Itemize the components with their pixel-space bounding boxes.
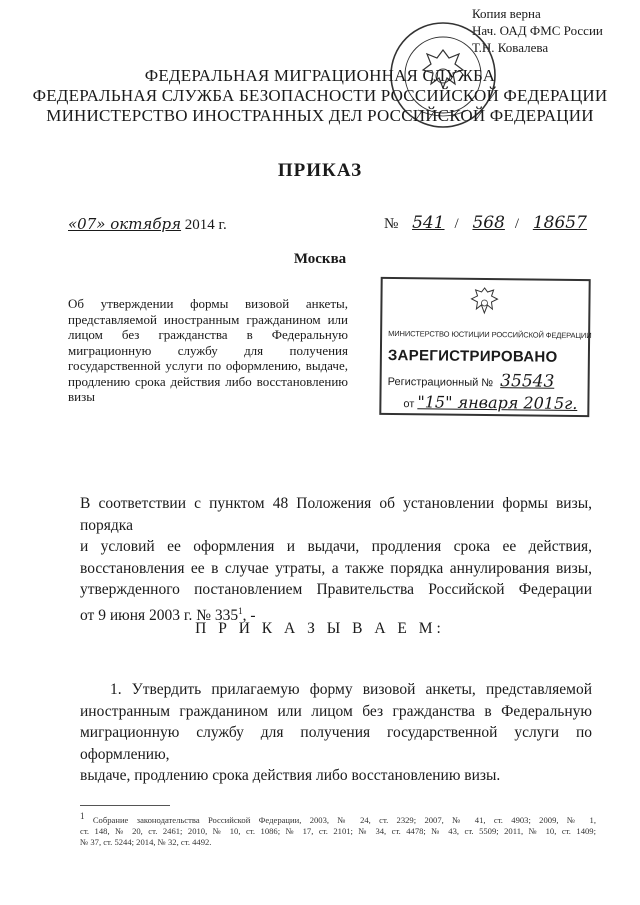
- order-number-part: 18657: [532, 213, 587, 233]
- decree-word: П Р И К А З Ы В А Е М:: [195, 620, 445, 637]
- preamble-paragraph: [80, 493, 592, 626]
- org-name-fsb: ФЕДЕРАЛЬНАЯ СЛУЖБА БЕЗОПАСНОСТИ РОССИЙСКОЙ ФЕДЕРАЦИИ: [32, 86, 608, 105]
- stamp-number-row: [388, 370, 584, 392]
- stamp-number-label: Регистрационный №: [387, 375, 494, 390]
- order-number: № 541 / 568 / 18657: [384, 213, 587, 233]
- footnote-line-text: Собрание законодательства Российской Федерации, 2003, № 24, ст. 2329; 2007, № 41, ст. 4903; 2009, № 1,: [84, 814, 596, 825]
- order-number-part: 541: [412, 213, 445, 233]
- order-number-part: 568: [472, 213, 505, 233]
- copy-certification-line: Т.Н. Ковалева: [472, 40, 549, 55]
- order-subject: Об утверждении формы визовой анкеты, представляемой иностранным гражданином или лицом без гражданства в Федеральную миграционную службу для получения государственной услуги по оформлению, выдаче, продлению срока действия либо восстановлению визы: [68, 296, 348, 404]
- stamp-status: ЗАРЕГИСТРИРОВАНО: [387, 346, 558, 366]
- item-1-line: миграционную службу для получения государственной услуги по оформлению,: [80, 724, 592, 763]
- footnote: [80, 811, 596, 848]
- footnote-line: № 37, ст. 5244; 2014, № 32, ст. 4492.: [80, 836, 212, 847]
- stamp-date-row: [387, 392, 583, 413]
- order-date: [68, 215, 227, 234]
- eagle-emblem-icon: [469, 286, 499, 320]
- stamp-ministry: МИНИСТЕРСТВО ЮСТИЦИИ РОССИЙСКОЙ ФЕДЕРАЦИИ: [388, 328, 592, 341]
- item-1-line: выдаче, продлению срока действия либо восстановлению визы.: [80, 767, 501, 784]
- registration-stamp: [379, 277, 590, 417]
- org-name-mid: МИНИСТЕРСТВО ИНОСТРАННЫХ ДЕЛ РОССИЙСКОЙ ФЕДЕРАЦИИ: [46, 106, 594, 125]
- preamble-line: и условий ее оформления и выдачи, продления срока ее действия,: [80, 538, 592, 555]
- preamble-line-text: от 9 июня 2003 г. № 335: [80, 606, 239, 624]
- preamble-line-tail: , -: [242, 606, 256, 624]
- footnote-divider: [80, 805, 170, 806]
- footnote-line: ст. 148, № 20, ст. 2461; 2010, № 10, ст. 1086; № 17, ст. 2101; № 34, ст. 4478; № 43, ст. 5509; 2011, № 10, ст. 1409;: [80, 825, 596, 836]
- order-date-handwritten: «07» октября: [68, 215, 182, 233]
- footnote-reference: 1: [238, 605, 243, 616]
- stamp-date-prefix: от: [403, 398, 415, 411]
- footnote-mark: 1: [80, 811, 85, 821]
- item-1-line: 1. Утвердить прилагаемую форму визовой анкеты, представляемой: [110, 681, 592, 698]
- stamp-number-value: 35543: [500, 371, 555, 392]
- preamble-line: В соответствии с пунктом 48 Положения об установлении формы визы, порядка: [80, 495, 592, 534]
- item-1-line: иностранным гражданином или лицом без гражданства в Федеральную: [80, 702, 592, 720]
- order-number-prefix: №: [384, 216, 399, 232]
- order-title: ПРИКАЗ: [277, 160, 363, 181]
- preamble-line: утвержденного постановлением Правительства Российской Федерации: [80, 581, 592, 598]
- order-date-year: 2014 г.: [184, 217, 227, 233]
- stamp-date-value: "15" января 2015г.: [417, 392, 578, 413]
- preamble-line: восстановления ее в случае утраты, а также порядка аннулирования визы,: [80, 559, 592, 577]
- footnote-line: [80, 811, 596, 826]
- copy-certification-line: Нач. ОАД ФМС России: [472, 23, 603, 38]
- order-city: Москва: [293, 251, 347, 267]
- org-name-fms: ФЕДЕРАЛЬНАЯ МИГРАЦИОННАЯ СЛУЖБА: [144, 66, 496, 85]
- copy-certification-line: Копия верна: [472, 6, 541, 21]
- item-1-paragraph: [80, 679, 592, 787]
